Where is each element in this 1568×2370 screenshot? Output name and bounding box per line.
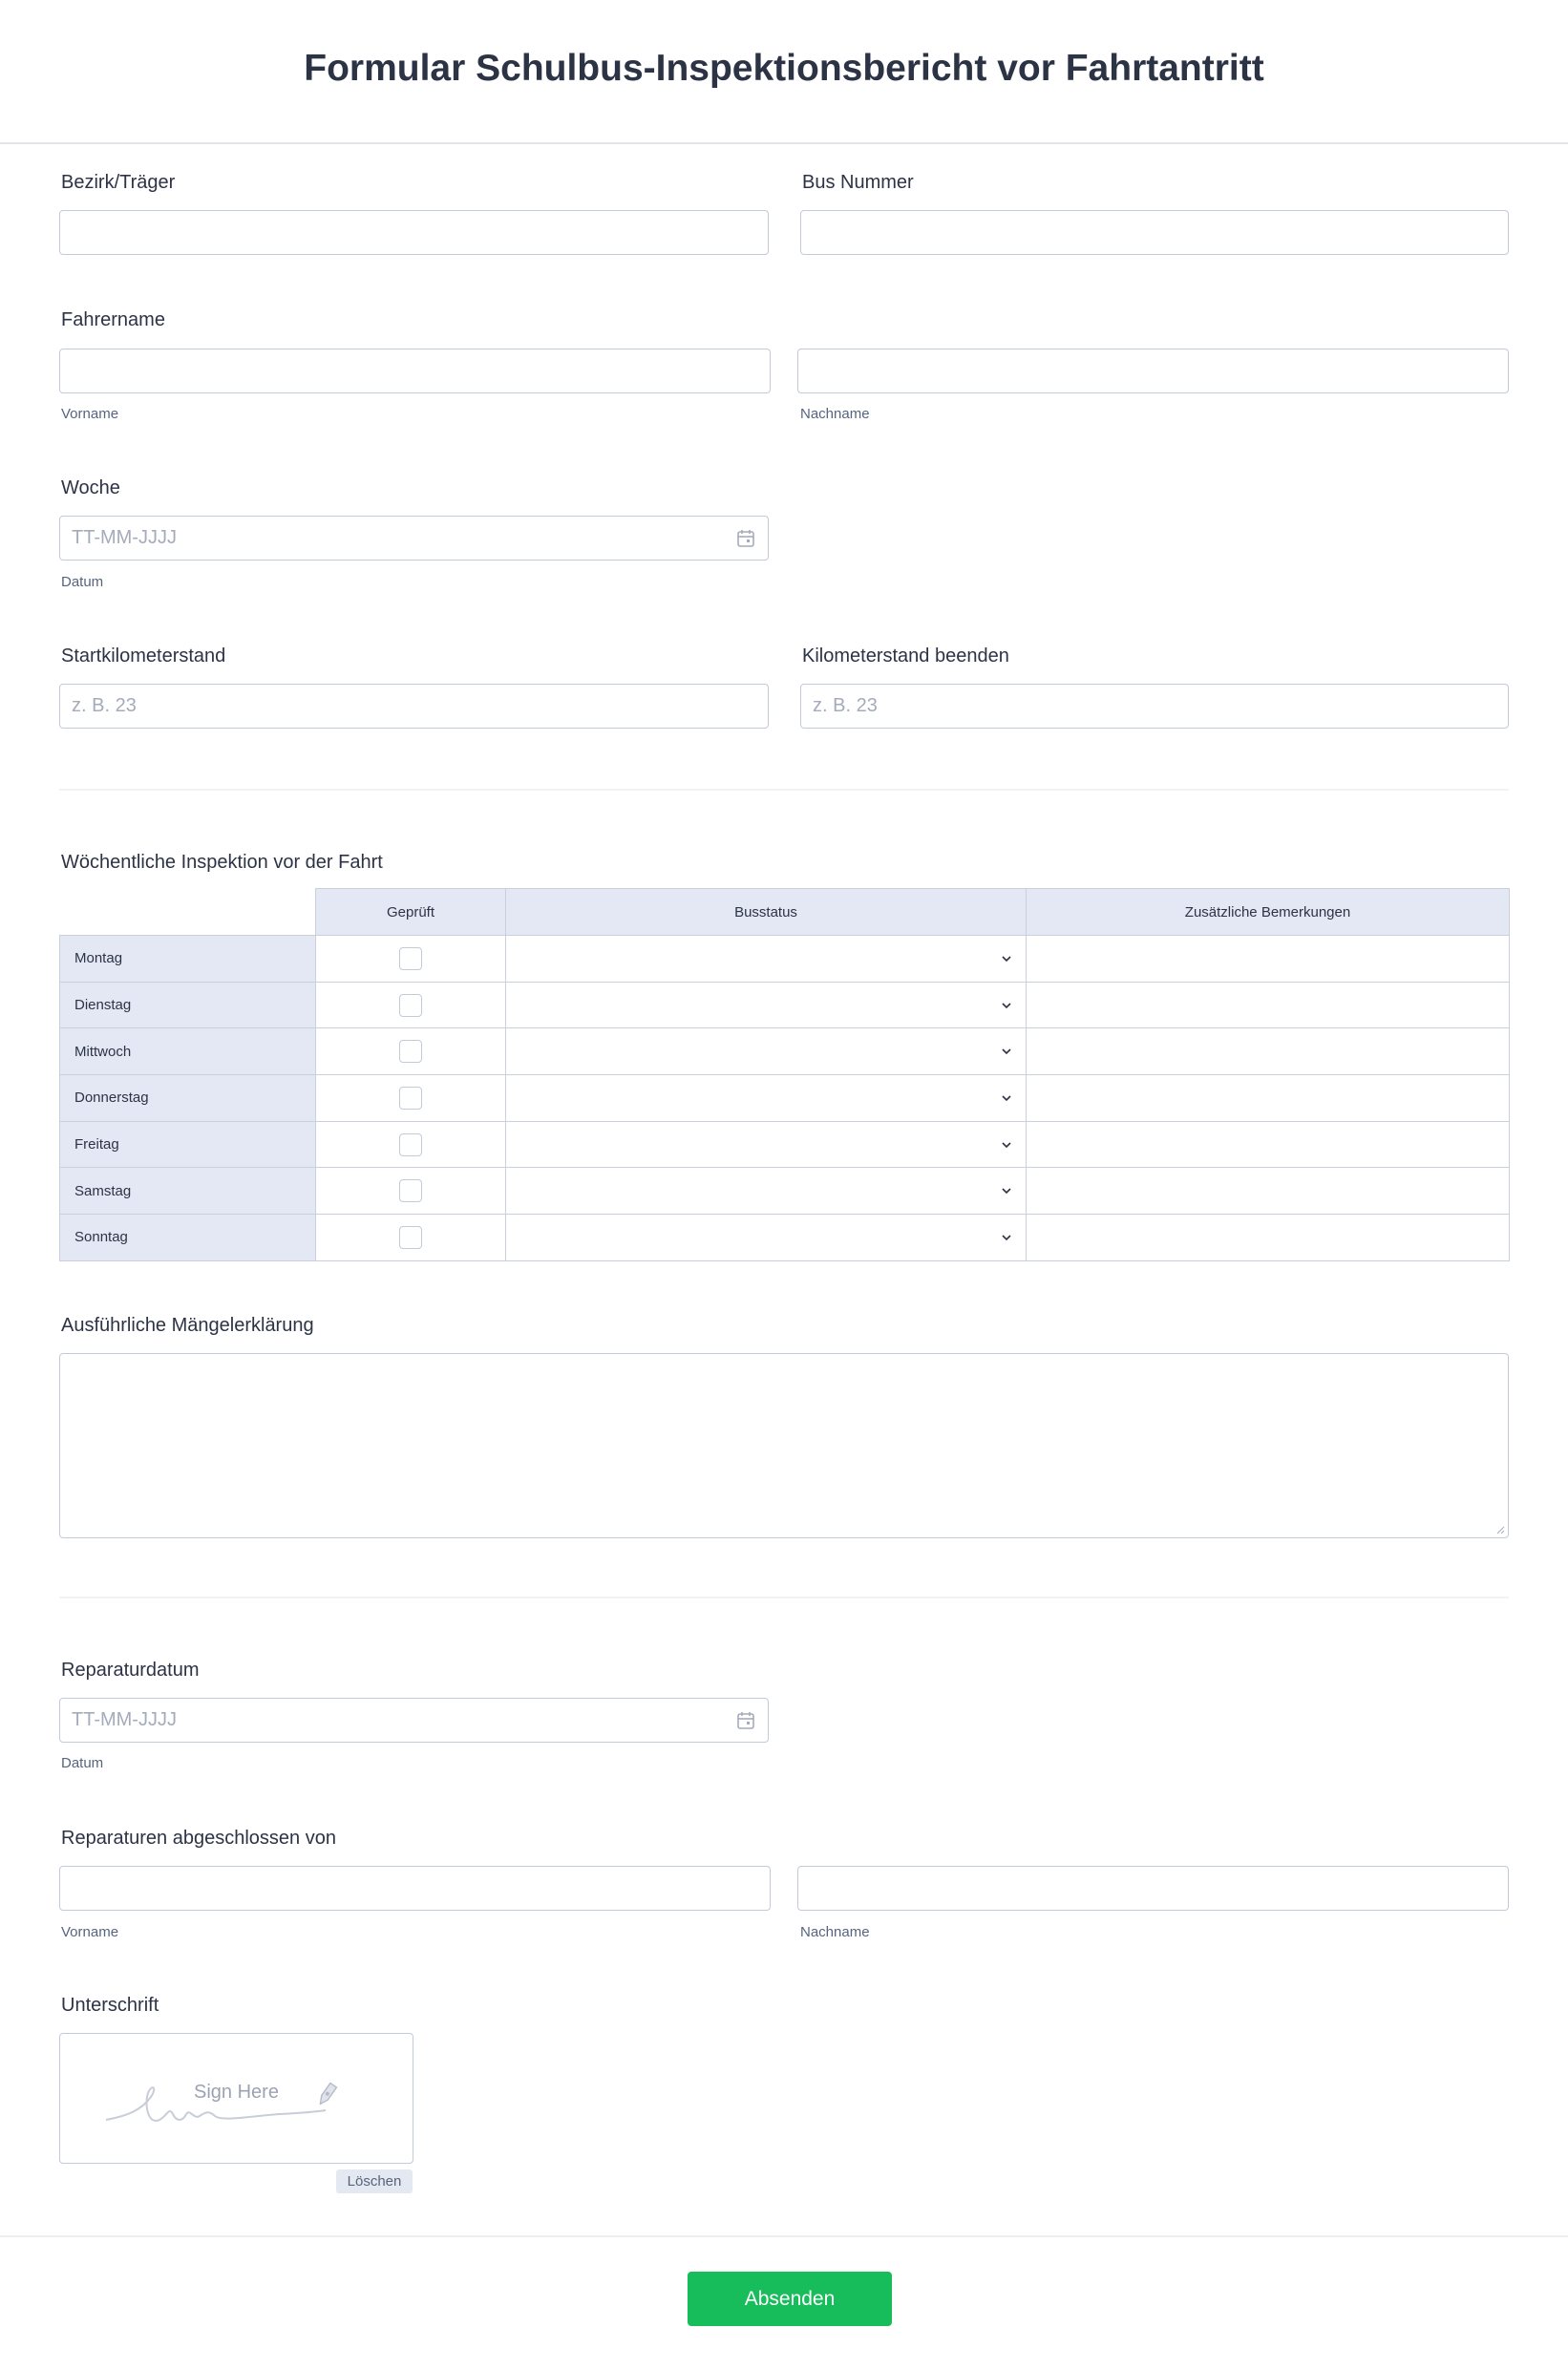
grid-row-label: Dienstag	[60, 982, 316, 1028]
repair-date-label: Reparaturdatum	[61, 1660, 200, 1681]
bus-number-input[interactable]	[800, 210, 1509, 255]
form-footer	[0, 2235, 1568, 2370]
checked-checkbox[interactable]	[399, 1226, 422, 1249]
table-row	[60, 936, 1510, 983]
table-row	[60, 1028, 1510, 1075]
section-divider	[59, 789, 1509, 791]
submit-button[interactable]: Absenden	[688, 2272, 892, 2326]
week-date-input[interactable]	[59, 516, 769, 561]
calendar-icon[interactable]	[735, 528, 756, 549]
form-title: Formular Schulbus-Inspektionsbericht vor Fahrtantritt	[304, 48, 1264, 89]
bus-status-dropdown[interactable]	[506, 1075, 1027, 1122]
grid-checked-cell	[316, 1215, 506, 1261]
driver-last-name-input[interactable]	[797, 349, 1509, 393]
repaired-by-first-name-input[interactable]	[59, 1866, 771, 1911]
chevron-down-icon	[1001, 1000, 1012, 1011]
district-label: Bezirk/Träger	[61, 172, 176, 193]
start-mileage-input[interactable]	[59, 684, 769, 729]
checked-checkbox[interactable]	[399, 994, 422, 1017]
end-mileage-input[interactable]	[800, 684, 1509, 729]
clear-signature-button[interactable]: Löschen	[336, 2169, 413, 2193]
driver-last-name-sublabel: Nachname	[800, 406, 870, 422]
bus-status-dropdown[interactable]	[506, 936, 1027, 983]
grid-header-remarks: Zusätzliche Bemerkungen	[1027, 889, 1510, 936]
signature-pad[interactable]	[59, 2033, 413, 2164]
calendar-icon[interactable]	[735, 1710, 756, 1731]
defects-label: Ausführliche Mängelerklärung	[61, 1315, 314, 1336]
inspection-table	[59, 888, 1510, 1261]
chevron-down-icon	[1001, 953, 1012, 964]
bus-status-dropdown[interactable]	[506, 1168, 1027, 1215]
defects-textarea[interactable]	[59, 1353, 1509, 1538]
end-mileage-label: Kilometerstand beenden	[802, 645, 1009, 667]
grid-checked-cell	[316, 1121, 506, 1168]
bus-status-dropdown[interactable]	[506, 1028, 1027, 1075]
table-row	[60, 982, 1510, 1028]
checked-checkbox[interactable]	[399, 1179, 422, 1202]
driver-name-label: Fahrername	[61, 309, 165, 330]
table-row	[60, 1075, 1510, 1122]
remarks-input[interactable]	[1027, 1168, 1510, 1215]
grid-corner	[60, 889, 316, 936]
remarks-input[interactable]	[1027, 936, 1510, 983]
driver-first-name-input[interactable]	[59, 349, 771, 393]
chevron-down-icon	[1001, 1046, 1012, 1057]
checked-checkbox[interactable]	[399, 1087, 422, 1110]
district-input[interactable]	[59, 210, 769, 255]
repaired-by-last-name-sublabel: Nachname	[800, 1924, 870, 1940]
start-mileage-label: Startkilometerstand	[61, 645, 226, 667]
remarks-input[interactable]	[1027, 982, 1510, 1028]
remarks-input[interactable]	[1027, 1121, 1510, 1168]
grid-header-bus-status: Busstatus	[506, 889, 1027, 936]
chevron-down-icon	[1001, 1232, 1012, 1243]
remarks-input[interactable]	[1027, 1075, 1510, 1122]
grid-checked-cell	[316, 1028, 506, 1075]
bus-status-dropdown[interactable]	[506, 1121, 1027, 1168]
resize-handle-icon[interactable]	[1495, 1525, 1505, 1534]
bus-number-label: Bus Nummer	[802, 172, 914, 193]
week-sublabel: Datum	[61, 574, 104, 590]
grid-row-label: Freitag	[60, 1121, 316, 1168]
grid-checked-cell	[316, 936, 506, 983]
repair-date-sublabel: Datum	[61, 1755, 104, 1771]
bus-status-dropdown[interactable]	[506, 982, 1027, 1028]
inspection-label: Wöchentliche Inspektion vor der Fahrt	[61, 852, 383, 873]
driver-first-name-sublabel: Vorname	[61, 406, 119, 422]
chevron-down-icon	[1001, 1139, 1012, 1151]
table-row	[60, 1215, 1510, 1261]
checked-checkbox[interactable]	[399, 947, 422, 970]
table-row	[60, 1168, 1510, 1215]
week-label: Woche	[61, 477, 120, 498]
table-row	[60, 1121, 1510, 1168]
signature-label: Unterschrift	[61, 1995, 159, 2016]
section-divider-2	[59, 1597, 1509, 1598]
grid-header-checked: Geprüft	[316, 889, 506, 936]
grid-checked-cell	[316, 982, 506, 1028]
grid-row-label: Donnerstag	[60, 1075, 316, 1122]
grid-row-label: Montag	[60, 936, 316, 983]
grid-row-label: Mittwoch	[60, 1028, 316, 1075]
grid-checked-cell	[316, 1168, 506, 1215]
grid-checked-cell	[316, 1075, 506, 1122]
chevron-down-icon	[1001, 1092, 1012, 1104]
signature-placeholder: Sign Here	[194, 2082, 279, 2103]
chevron-down-icon	[1001, 1185, 1012, 1196]
grid-row-label: Sonntag	[60, 1215, 316, 1261]
grid-row-label: Samstag	[60, 1168, 316, 1215]
repair-date-input[interactable]	[59, 1698, 769, 1743]
checked-checkbox[interactable]	[399, 1040, 422, 1063]
repaired-by-last-name-input[interactable]	[797, 1866, 1509, 1911]
checked-checkbox[interactable]	[399, 1133, 422, 1156]
remarks-input[interactable]	[1027, 1028, 1510, 1075]
repaired-by-label: Reparaturen abgeschlossen von	[61, 1828, 336, 1849]
form-header	[0, 0, 1568, 144]
remarks-input[interactable]	[1027, 1215, 1510, 1261]
repaired-by-first-name-sublabel: Vorname	[61, 1924, 119, 1940]
bus-status-dropdown[interactable]	[506, 1215, 1027, 1261]
